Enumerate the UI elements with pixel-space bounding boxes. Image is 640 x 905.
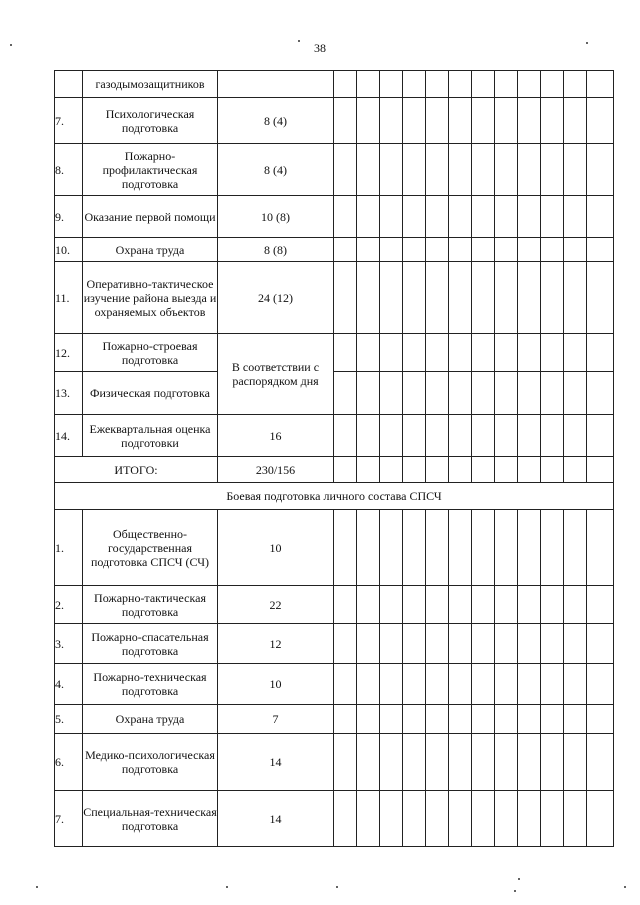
row-number: 5. xyxy=(55,705,83,734)
table-row xyxy=(55,238,614,262)
row-number: 7. xyxy=(55,98,83,144)
row-number: 11. xyxy=(55,262,83,334)
scan-speck xyxy=(36,886,38,888)
row-number: 14. xyxy=(55,415,83,457)
page-number: 38 xyxy=(314,41,326,55)
subject-name: Пожарно-спасательная подготовка xyxy=(83,624,218,664)
scan-speck xyxy=(586,42,588,44)
table-row xyxy=(55,262,614,334)
subject-name: Пожарно-тактическая подготовка xyxy=(83,586,218,624)
hours-cell: 12 xyxy=(218,624,334,664)
subject-name: Охрана труда xyxy=(83,705,218,734)
hours-cell: 7 xyxy=(218,705,334,734)
subject-name: Оказание первой помощи xyxy=(83,196,218,238)
table-row xyxy=(55,624,614,664)
table-row xyxy=(55,372,614,415)
scan-speck xyxy=(298,40,300,42)
scan-speck xyxy=(518,878,520,880)
hours-cell: 8 (4) xyxy=(218,144,334,196)
hours-cell: 10 xyxy=(218,510,334,586)
row-number: 4. xyxy=(55,664,83,705)
table-row xyxy=(55,98,614,144)
scan-speck xyxy=(10,44,12,46)
subject-name: Пожарно-техническая подготовка xyxy=(83,664,218,705)
table-row xyxy=(55,71,614,98)
table-row xyxy=(55,415,614,457)
subject-name: Охрана труда xyxy=(83,238,218,262)
hours-cell: 10 (8) xyxy=(218,196,334,238)
table-row xyxy=(55,664,614,705)
hours-cell: 16 xyxy=(218,415,334,457)
table-row xyxy=(55,586,614,624)
total-row xyxy=(55,457,614,483)
subject-name: Общественно-государственная подготовка СПСЧ (СЧ) xyxy=(83,510,218,586)
total-label: ИТОГО: xyxy=(55,457,218,483)
table-row xyxy=(55,510,614,586)
row-number: 3. xyxy=(55,624,83,664)
table-row xyxy=(55,705,614,734)
table-row xyxy=(55,144,614,196)
training-plan-table xyxy=(54,70,614,847)
hours-cell: 10 xyxy=(218,664,334,705)
row-number xyxy=(55,71,83,98)
hours-cell: 14 xyxy=(218,734,334,791)
row-number: 9. xyxy=(55,196,83,238)
hours-cell: 8 (4) xyxy=(218,98,334,144)
scan-speck xyxy=(624,886,626,888)
section-title: Боевая подготовка личного состава СПСЧ xyxy=(55,483,614,510)
subject-name: Пожарно-профилактическая подготовка xyxy=(83,144,218,196)
subject-name: Медико-психологическая подготовка xyxy=(83,734,218,791)
subject-name: газодымозащитников xyxy=(83,71,218,98)
table-row xyxy=(55,734,614,791)
table-row xyxy=(55,196,614,238)
hours-cell xyxy=(218,71,334,98)
scan-speck xyxy=(226,886,228,888)
row-number: 10. xyxy=(55,238,83,262)
row-number: 12. xyxy=(55,334,83,372)
hours-cell: 24 (12) xyxy=(218,262,334,334)
row-number: 7. xyxy=(55,791,83,847)
subject-name: Психологическая подготовка xyxy=(83,98,218,144)
subject-name: Физическая подготовка xyxy=(83,372,218,415)
row-number: 2. xyxy=(55,586,83,624)
table-row xyxy=(55,334,614,372)
row-number: 1. xyxy=(55,510,83,586)
section-heading-row xyxy=(55,483,614,510)
total-hours: 230/156 xyxy=(218,457,334,483)
subject-name: Ежеквартальная оценка подготовки xyxy=(83,415,218,457)
subject-name: Пожарно-строевая подготовка xyxy=(83,334,218,372)
scan-speck xyxy=(336,886,338,888)
subject-name: Специальная-техническая подготовка xyxy=(83,791,218,847)
hours-cell: 22 xyxy=(218,586,334,624)
hours-merged-cell: В соответствии с распорядком дня xyxy=(218,334,334,415)
scan-speck xyxy=(514,890,516,892)
row-number: 6. xyxy=(55,734,83,791)
row-number: 8. xyxy=(55,144,83,196)
table-row xyxy=(55,791,614,847)
hours-cell: 8 (8) xyxy=(218,238,334,262)
row-number: 13. xyxy=(55,372,83,415)
subject-name: Оперативно-тактическое изучение района выезда и охраняемых объектов xyxy=(83,262,218,334)
hours-cell: 14 xyxy=(218,791,334,847)
